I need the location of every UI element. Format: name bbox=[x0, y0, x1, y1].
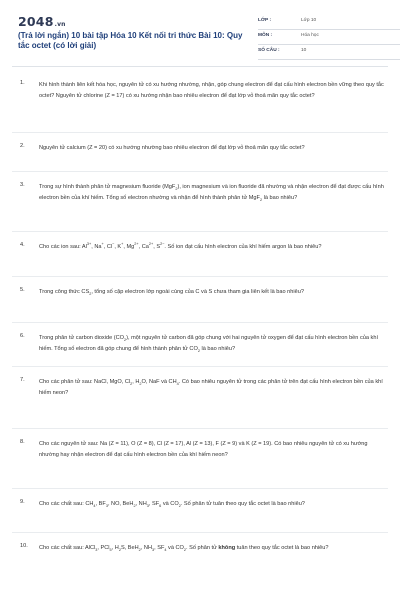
brand-suffix: .vn bbox=[54, 21, 66, 28]
question-separator bbox=[12, 132, 388, 133]
header-divider bbox=[12, 66, 388, 67]
question-text-segment: 3 bbox=[146, 504, 149, 509]
question-separator bbox=[12, 428, 388, 429]
question-text-segment: tuân theo quy tắc octet là bao nhiêu? bbox=[235, 545, 329, 551]
question-text-segment: ), một nguyên tử carbon đã góp chung với hai nguyên tử oxygen để đạt cấu hình electron bền của khí hiếm. Tổng số electron đã góp chung để hình thành phân tử CO bbox=[39, 335, 378, 353]
question-text-segment: Cho các chất sau: CH bbox=[39, 501, 94, 507]
question-text-segment: . Số phân tử bbox=[186, 545, 219, 551]
question-text-segment: , SF bbox=[148, 501, 160, 507]
meta-label: MÔN : bbox=[258, 33, 273, 38]
question-text-segment: 6 bbox=[159, 504, 162, 509]
question-text-segment: 2+ bbox=[134, 242, 139, 247]
question-text-segment: 3+ bbox=[86, 242, 92, 247]
meta-row-subject bbox=[258, 30, 400, 45]
question-text-segment: + bbox=[101, 242, 104, 247]
question-text-segment: 2 bbox=[197, 349, 200, 354]
question-text-segment: và CO bbox=[161, 501, 179, 507]
question-text-segment: , SF bbox=[154, 545, 165, 551]
question-text-segment: 2 bbox=[178, 504, 181, 509]
question-text-segment: Khi hình thành liên kết hóa học, nguyên tử có xu hướng nhường, nhận, góp chung electron để đạt cấu hình electron bền vững theo quy tắc octet? Nguyên tử chlorine (Z = 17) có xu hướng nhận bao nhiêu electron để đạt lớp vỏ thoả mãn quy tắc octet? bbox=[39, 82, 384, 100]
question-text-segment: Cho các chất sau: AlCl bbox=[39, 545, 96, 551]
question-text-segment: 2 bbox=[259, 198, 263, 203]
question-text-segment: 2 bbox=[89, 292, 92, 297]
page-header bbox=[18, 14, 384, 60]
question-text-segment: , K bbox=[114, 244, 122, 250]
meta-label: SỐ CÂU : bbox=[258, 48, 280, 53]
question-text-segment: + bbox=[121, 242, 124, 247]
question-text-segment: Nguyên tử calcium (Z = 20) có xu hướng nhường bao nhiêu electron để đạt lớp vỏ thoả mãn quy tắc octet? bbox=[39, 145, 305, 151]
question-text-segment: , tổng số cặp electron lớp ngoài cùng của C và S chưa tham gia liên kết là bao nhiêu? bbox=[91, 289, 304, 295]
question-text-segment: Trong phân tử carbon dioxide (CO bbox=[39, 335, 125, 341]
question-text-segment: 2 bbox=[124, 338, 127, 343]
question-text-segment: Cho các phân tử sau: NaCl, MgO, Cl bbox=[39, 379, 131, 385]
question-number: 3. bbox=[20, 182, 25, 188]
question-text-segment: 4 bbox=[93, 504, 96, 509]
question-text bbox=[39, 143, 384, 154]
site-logo[interactable] bbox=[18, 14, 66, 29]
question-number: 9. bbox=[20, 499, 25, 505]
question-text bbox=[39, 80, 384, 102]
question-text-segment: . Có bao nhiêu nguyên tử trong các phân tử trên đạt cấu hình electron bền của khí hiếm neon? bbox=[39, 379, 383, 397]
question-text-segment: 2 bbox=[183, 548, 187, 553]
meta-row-class bbox=[258, 15, 400, 30]
question-text-segment: , H bbox=[132, 379, 140, 385]
document-title: (Trả lời ngắn) 10 bài tập Hóa 10 Kết nối tri thức Bài 10: Quy tắc octet (có lời giải) bbox=[18, 31, 243, 50]
meta-label: LỚP : bbox=[258, 18, 272, 23]
question-text-segment: − bbox=[112, 242, 115, 247]
question-text-segment: là bao nhiêu? bbox=[199, 346, 236, 353]
question-text-segment: Cho các ion sau: Al bbox=[39, 244, 87, 250]
question-text-segment: 2 bbox=[138, 548, 141, 553]
question-text-segment: 3 bbox=[105, 504, 108, 509]
question-text-segment: 2+ bbox=[148, 242, 154, 247]
question-text-segment: 2− bbox=[160, 242, 165, 247]
question-text-segment: Trong sự hình thành phân tử magnesium fluoride (MgF bbox=[39, 184, 176, 190]
question-text-segment: , NH bbox=[140, 545, 152, 551]
question-separator bbox=[12, 171, 388, 172]
question-text-segment: Cho các nguyên tử sau: Na (Z = 11), O (Z = 8), Cl (Z = 17), Al (Z = 13), F (Z = 9) và K (Z = 19). Có bao nhiêu nguyên tử có xu hướng nhường hay nhận electron để đạt cấu hình electron bền của khí hiếm neon? bbox=[39, 441, 368, 459]
question-text bbox=[39, 182, 384, 204]
meta-value: 10 bbox=[301, 48, 307, 53]
question-number: 2. bbox=[20, 143, 25, 149]
document-meta bbox=[258, 15, 400, 60]
question-text-segment: 2 bbox=[118, 548, 121, 553]
meta-row-count bbox=[258, 45, 400, 60]
question-number: 10. bbox=[20, 543, 28, 549]
question-text-segment: , BF bbox=[95, 501, 106, 507]
question-text-segment: ), ion magnesium và ion fluoride đã nhường và nhận electron để đạt được cấu hình electron bền của khí hiếm. Tổng số electron nhường và nhận để hình thành phân tử MgF bbox=[39, 184, 384, 202]
question-text bbox=[39, 439, 384, 461]
question-text-segment: , S bbox=[153, 244, 161, 250]
question-text-segment: , NH bbox=[135, 501, 147, 507]
question-separator bbox=[12, 231, 388, 232]
question-text-segment: Trong công thức CS bbox=[39, 289, 90, 295]
question-text-segment: , PCl bbox=[97, 545, 110, 551]
question-text-segment: 4 bbox=[176, 382, 179, 387]
question-text-segment: không bbox=[218, 545, 236, 551]
question-number: 6. bbox=[20, 333, 25, 339]
question-separator bbox=[12, 322, 388, 323]
question-separator bbox=[12, 532, 388, 533]
question-text-segment: 2 bbox=[130, 382, 133, 387]
question-text-segment: 2 bbox=[175, 187, 178, 192]
question-text-segment: O, NaF và CH bbox=[141, 379, 177, 385]
question-text-segment: , Ca bbox=[138, 244, 149, 250]
question-text-segment: S, BeH bbox=[120, 545, 139, 551]
question-text-segment: . Số ion đạt cấu hình electron của khí hiếm argon là bao nhiêu? bbox=[164, 244, 322, 250]
meta-value: Hóa học bbox=[301, 33, 319, 38]
question-separator bbox=[12, 366, 388, 367]
question-text-segment: , H bbox=[111, 545, 119, 551]
question-text-segment: 3 bbox=[95, 548, 98, 553]
question-text bbox=[39, 377, 384, 399]
question-number: 7. bbox=[20, 377, 25, 383]
question-text-segment: , Na bbox=[91, 244, 102, 250]
question-text-segment: 3 bbox=[151, 548, 155, 553]
question-text bbox=[39, 543, 384, 554]
question-separator bbox=[12, 488, 388, 489]
question-text bbox=[39, 242, 384, 253]
question-text bbox=[39, 499, 384, 510]
question-text-segment: là bao nhiêu? bbox=[262, 195, 298, 202]
question-number: 8. bbox=[20, 439, 25, 445]
meta-value: Lớp 10 bbox=[301, 18, 317, 23]
question-number: 5. bbox=[20, 287, 25, 293]
question-text-segment: , Mg bbox=[123, 244, 135, 250]
question-text-segment: . Số phân tử tuân theo quy tắc octet là bao nhiêu? bbox=[180, 501, 305, 507]
question-text-segment: và CO bbox=[166, 545, 184, 551]
question-number: 4. bbox=[20, 242, 25, 248]
question-text-segment: 2 bbox=[139, 382, 142, 387]
question-text bbox=[39, 287, 384, 298]
question-text-segment: , NO, BeH bbox=[107, 501, 134, 507]
question-text-segment: 4 bbox=[164, 548, 167, 553]
question-separator bbox=[12, 276, 388, 277]
brand-name: 2048 bbox=[18, 14, 54, 29]
question-text-segment: 5 bbox=[109, 548, 112, 553]
question-text bbox=[39, 333, 384, 355]
question-text-segment: 2 bbox=[133, 504, 136, 509]
question-number: 1. bbox=[20, 80, 25, 86]
question-text-segment: , Cl bbox=[103, 244, 113, 250]
